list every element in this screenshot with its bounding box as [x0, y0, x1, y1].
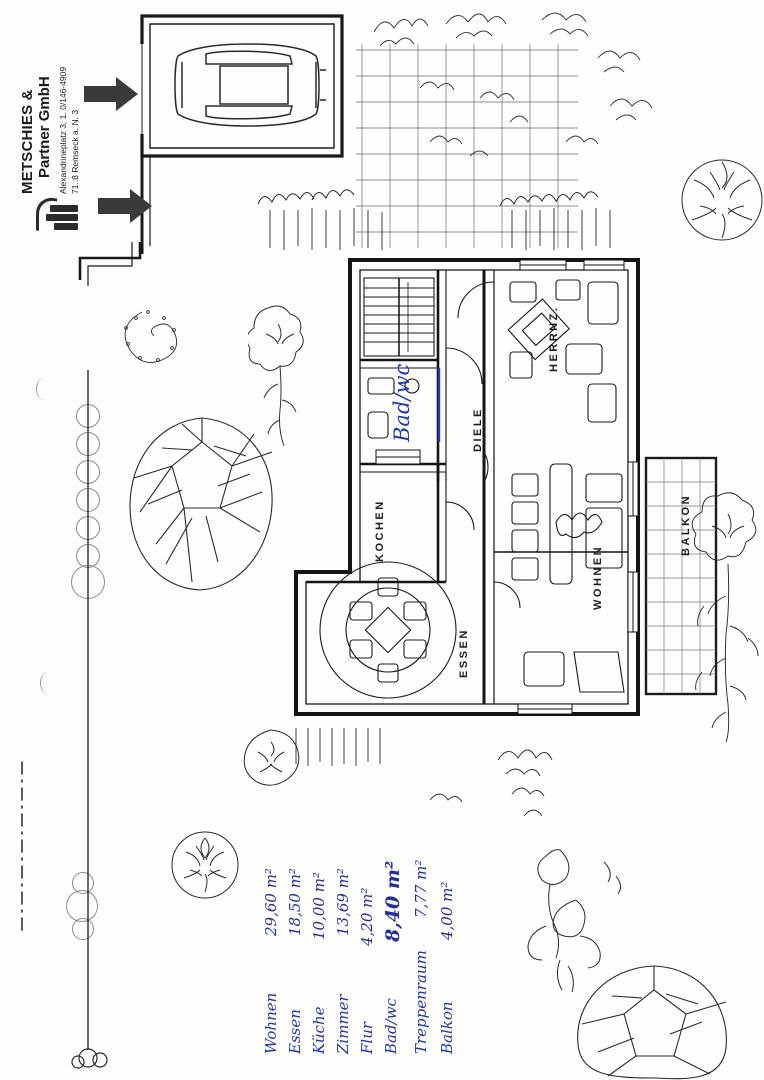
area-value: 18,50 m²	[286, 868, 304, 936]
tree-right-bottom	[690, 486, 764, 746]
area-value: 7,77 m²	[412, 859, 430, 918]
planting-spiral	[112, 296, 194, 376]
company-address-line2: 71.:8 Remseck a. N. 3	[70, 109, 80, 194]
annotation-bad-wc: Bad/wc	[390, 363, 414, 442]
shrub-hatching-bottom	[280, 720, 600, 840]
company-address-line1: Alexandrineplatz 3, 1. 0/146-4909	[58, 66, 68, 194]
area-value: 29,60 m²	[262, 868, 280, 936]
room-label-herrnz: HERRNZ.	[548, 305, 560, 372]
entry-arrow-upper	[82, 74, 140, 114]
area-row	[438, 881, 638, 1076]
room-label-wohnen: WOHNEN	[592, 544, 604, 610]
house-floorplan	[288, 252, 658, 732]
tree-round-1	[166, 826, 244, 904]
metschies-logo	[32, 198, 78, 232]
property-boundary-line	[0, 360, 120, 1080]
room-label-kochen: KOCHEN	[374, 499, 386, 562]
room-label-essen: ESSEN	[458, 628, 470, 678]
area-name: Zimmer	[334, 994, 352, 1054]
tree-round-3	[248, 300, 322, 450]
room-label-balkon: BALKON	[680, 493, 692, 556]
company-name-line1: METSCHIES &	[19, 89, 36, 194]
area-name: Treppenraum	[412, 950, 430, 1054]
area-value: 10,00 m²	[310, 872, 328, 940]
entry-arrow-lower	[96, 186, 154, 226]
area-value: 13,69 m²	[334, 868, 352, 936]
area-value: 8,40 m²	[382, 860, 404, 942]
area-name: Wohnen	[262, 992, 280, 1054]
area-name: Essen	[286, 1009, 304, 1054]
planting-scribble-top	[360, 2, 660, 182]
title-block	[18, 8, 96, 238]
room-label-diele: DIELE	[472, 407, 484, 452]
boundary-dash-dot-left	[8, 760, 36, 940]
company-name-line2: Partner GmbH	[36, 76, 53, 178]
area-value: 4,20 m²	[358, 887, 376, 946]
area-name: Balkon	[438, 1001, 456, 1054]
area-name: Bad/wc	[382, 998, 400, 1054]
area-schedule	[262, 859, 512, 1068]
tree-right-top	[680, 148, 764, 258]
area-name: Flur	[358, 1021, 376, 1054]
annotation-leader-line	[428, 366, 450, 446]
shrub-hatching-top	[250, 170, 670, 265]
area-name: Küche	[310, 1006, 328, 1054]
planting-scribble-bottom	[520, 840, 660, 1000]
area-value: 4,00 m²	[438, 881, 456, 940]
